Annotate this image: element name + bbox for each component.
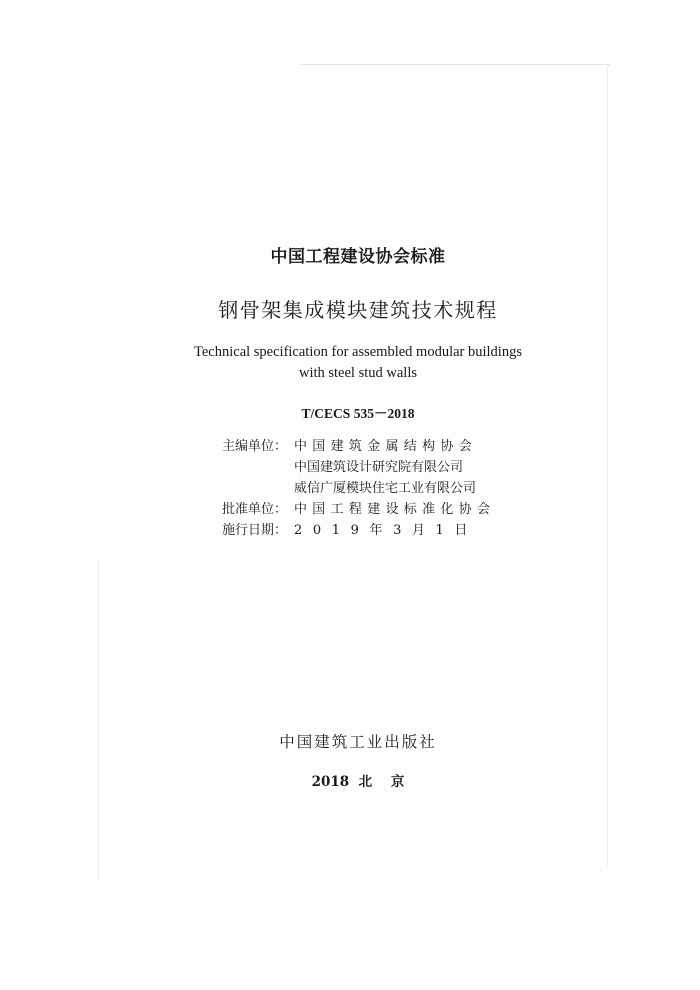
approver-row	[222, 499, 495, 520]
date-label: 施行日期：	[222, 523, 288, 538]
publisher-name: 中国建筑工业出版社	[279, 733, 437, 751]
publish-year-place: 2018 北 京	[311, 774, 405, 790]
scan-edge-top	[300, 64, 610, 65]
document-title-cn: 钢骨架集成模块建筑技术规程	[218, 298, 498, 322]
editor-row	[222, 478, 495, 499]
approver: 中国工程建设标准化协会	[294, 502, 496, 517]
approver-label: 批准单位：	[222, 502, 288, 517]
issuing-info	[222, 436, 495, 541]
title-en-line-2: with steel stud walls	[298, 365, 417, 381]
document-title-en	[0, 342, 700, 384]
label-spacer	[222, 478, 294, 499]
editor-row	[222, 457, 495, 478]
editor-row	[222, 436, 495, 457]
editor-label: 主编单位：	[222, 439, 288, 454]
editor-1: 中国建筑金属结构协会	[294, 439, 478, 454]
editor-2: 中国建筑设计研究院有限公司	[294, 460, 464, 475]
date-row	[222, 520, 495, 541]
scan-edge-left	[98, 560, 99, 880]
effective-date: 2019年3月1日	[294, 523, 479, 538]
standard-code: T/CECS 535－2018	[301, 406, 415, 421]
label-spacer	[222, 457, 294, 478]
standard-series: 中国工程建设协会标准	[270, 247, 446, 267]
title-en-line-1: Technical specification for assembled modular buildings	[194, 344, 522, 360]
editor-3: 威信广厦模块住宅工业有限公司	[294, 481, 477, 496]
